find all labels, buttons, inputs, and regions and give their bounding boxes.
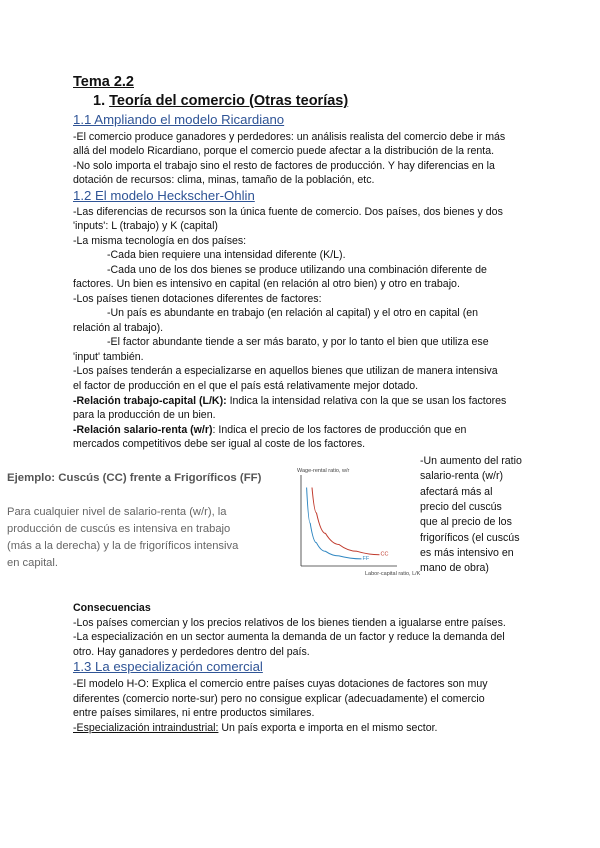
example-line: producción de cuscús es intensiva en trabajo — [7, 523, 231, 535]
paragraph-line: diferentes (comercio norte-sur) pero no consigue explicar (adecuadamente) el comercio — [73, 693, 485, 705]
paragraph-line: para la producción de un bien. — [73, 409, 216, 421]
factor-intensity-chart — [285, 463, 421, 588]
paragraph-line: -La especialización en un sector aumenta la demanda de un factor y reduce la demanda del — [73, 631, 505, 643]
paragraph-line: -Los países tenderán a especializarse en aquellos bienes que utilizan de manera intensiva — [73, 365, 498, 377]
paragraph-line: -Los países tienen dotaciones diferentes de factores: — [73, 293, 322, 305]
page-title — [93, 93, 348, 109]
paragraph-line: -El modelo H-O: Explica el comercio entre países cuyas dotaciones de factores son muy — [73, 678, 488, 690]
y-axis-label: Wage-rental ratio, w/r — [297, 468, 350, 474]
term-label: -Relación trabajo-capital (L/K): — [73, 395, 227, 407]
paragraph-line: factores. Un bien es intensivo en capital (en relación al otro bien) y otro en trabajo. — [73, 278, 460, 290]
paragraph-line: -El comercio produce ganadores y perdedores: un análisis realista del comercio debe ir más — [73, 131, 506, 143]
paragraph-line: -La misma tecnología en dos países: — [73, 235, 247, 247]
title-number: 1. — [93, 93, 106, 109]
side-note-line: salario-renta (w/r) — [420, 470, 504, 482]
paragraph-line: 'inputs': L (trabajo) y K (capital) — [73, 220, 218, 232]
series-label-cc: CC — [380, 551, 389, 558]
example-line: en capital. — [7, 557, 58, 569]
paragraph-line: el factor de producción en el que el país está relativamente mejor dotado. — [73, 380, 419, 392]
title-text: Teoría del comercio (Otras teorías) — [109, 93, 349, 109]
consequences-title: Consecuencias — [73, 602, 151, 614]
example-title: Ejemplo: Cuscús (CC) frente a Frigoríficos (FF) — [7, 472, 262, 484]
paragraph-line: -Cada bien requiere una intensidad diferente (K/L). — [107, 249, 346, 261]
x-axis-label: Labor-capital ratio, L/K — [365, 571, 421, 577]
paragraph-line: -Los países comercian y los precios relativos de los bienes tienden a igualarse entre países. — [73, 617, 506, 629]
paragraph-line: dotación de recursos: clima, minas, tamaño de la población, etc. — [73, 174, 375, 186]
paragraph-line: relación al trabajo). — [73, 322, 164, 334]
side-note-line: afectará más al — [420, 486, 493, 498]
paragraph-line: allá del modelo Ricardiano, porque el comercio puede afectar a la distribución de la renta. — [73, 145, 495, 157]
paragraph-line: -El factor abundante tiende a ser más barato, y por lo tanto el bien que utiliza ese — [107, 336, 489, 348]
series-curve-cc — [312, 488, 380, 555]
paragraph-line: -Un país es abundante en trabajo (en relación al capital) y el otro en capital (en — [107, 307, 479, 319]
side-note-line: -Un aumento del ratio — [420, 455, 522, 467]
term-label: -Relación salario-renta (w/r) — [73, 424, 213, 436]
side-note-line: que al precio de los — [420, 516, 512, 528]
relation-labor-capital: -Relación trabajo-capital (L/K): Indica la intensidad relativa con la que se usan los factores — [73, 395, 507, 407]
section-1-3-title: 1.3 La especialización comercial — [73, 659, 263, 674]
example-line: Para cualquier nivel de salario-renta (w/r), la — [7, 506, 227, 518]
series-label-ff: FF — [362, 555, 370, 562]
paragraph-line: -Las diferencias de recursos son la única fuente de comercio. Dos países, dos bienes y dos — [73, 206, 503, 218]
relation-wage-rental: -Relación salario-renta (w/r): Indica el precio de los factores de producción que en — [73, 424, 467, 436]
section-1-2-title: 1.2 El modelo Heckscher-Ohlin — [73, 188, 255, 203]
intraindustry-line: -Especialización intraindustrial: Un país exporta e importa en el mismo sector. — [73, 722, 438, 734]
paragraph-line: otro. Hay ganadores y perdedores dentro del país. — [73, 646, 310, 658]
series-curve-ff — [307, 488, 362, 559]
side-note-line: mano de obra) — [420, 562, 489, 574]
tema-heading: Tema 2.2 — [73, 74, 134, 90]
side-note-line: es más intensivo en — [420, 547, 514, 559]
side-note-line: frigoríficos (el cuscús — [420, 532, 520, 544]
example-line: (más a la derecha) y la de frigoríficos intensiva — [7, 540, 239, 552]
paragraph-line: -No solo importa el trabajo sino el resto de factores de producción. Y hay diferencias en la — [73, 160, 495, 172]
term-label: -Especialización intraindustrial: — [73, 722, 219, 734]
paragraph-line: -Cada uno de los dos bienes se produce utilizando una combinación diferente de — [107, 264, 487, 276]
paragraph-line: entre países similares, ni entre productos similares. — [73, 707, 315, 719]
section-1-1-title: 1.1 Ampliando el modelo Ricardiano — [73, 112, 285, 127]
paragraph-line: mercados competitivos debe ser igual al coste de los factores. — [73, 438, 366, 450]
side-note-line: precio del cuscús — [420, 501, 502, 513]
paragraph-line: 'input' también. — [73, 351, 144, 363]
